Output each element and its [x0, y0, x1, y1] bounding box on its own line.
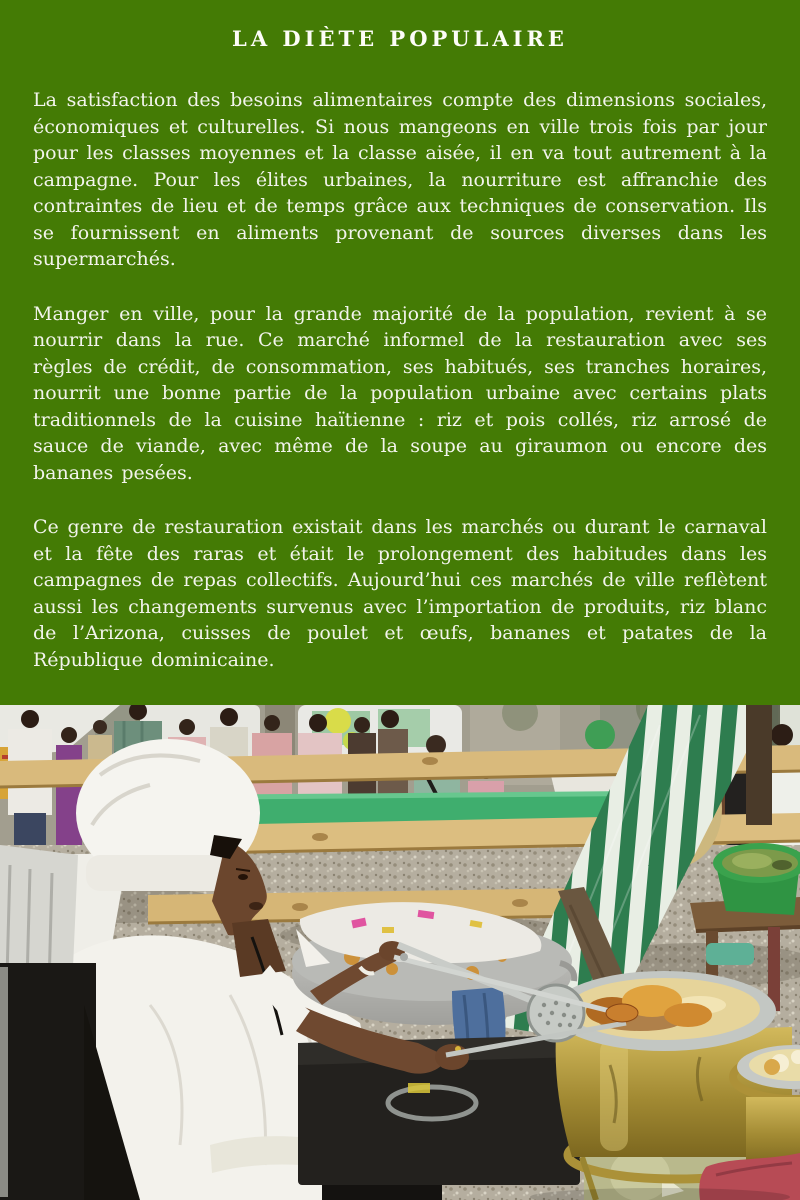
- market-photo-illustration: [0, 705, 800, 1200]
- held-plantain: [606, 1004, 638, 1022]
- green-basin: [713, 843, 800, 915]
- paragraph-1: La satisfaction des besoins alimentaires compte des dimensions sociales, économiques et culturelles. Si nous mangeons en ville trois fois par jour pour les classes moyennes et la classe aisée, il en va tout autrement à la campagne. Pour les élites urbaines, la nourriture est affranchie des contraintes de lieu et de temps grâce aux techniques de conservation. Ils se fournissent en aliments provenant de sources diverses dans les supermarchés.: [33, 89, 767, 270]
- paragraph-3: Ce genre de restauration existait dans les marchés ou durant le carnaval et la fête des raras et était le prolongement des habitudes dans les campagnes de repas collectifs. Aujourd’hui ces marchés de ville reflètent aussi les changements survenus avec l’importation de produits, riz blanc de l’Arizona, cuisses de poulet et œufs, bananes et patates de la République dominicaine.: [33, 516, 767, 671]
- paragraph-2: Manger en ville, pour la grande majorité de la population, revient à se nourrir dans la rue. Ce marché informel de la restauration avec ses règles de crédit, de consommation, ses habitués, ses tranches horaires, nourrit une bonne partie de la population urbaine avec certains plats traditionnels de la cuisine haïtienne : riz et pois collés, riz arrosé de sauce de viande, avec même de la soupe au giraumon ou encore des bananes pesées.: [33, 302, 767, 484]
- page-title: LA DIÈTE POPULAIRE: [232, 26, 568, 51]
- market-photo: [0, 705, 800, 1200]
